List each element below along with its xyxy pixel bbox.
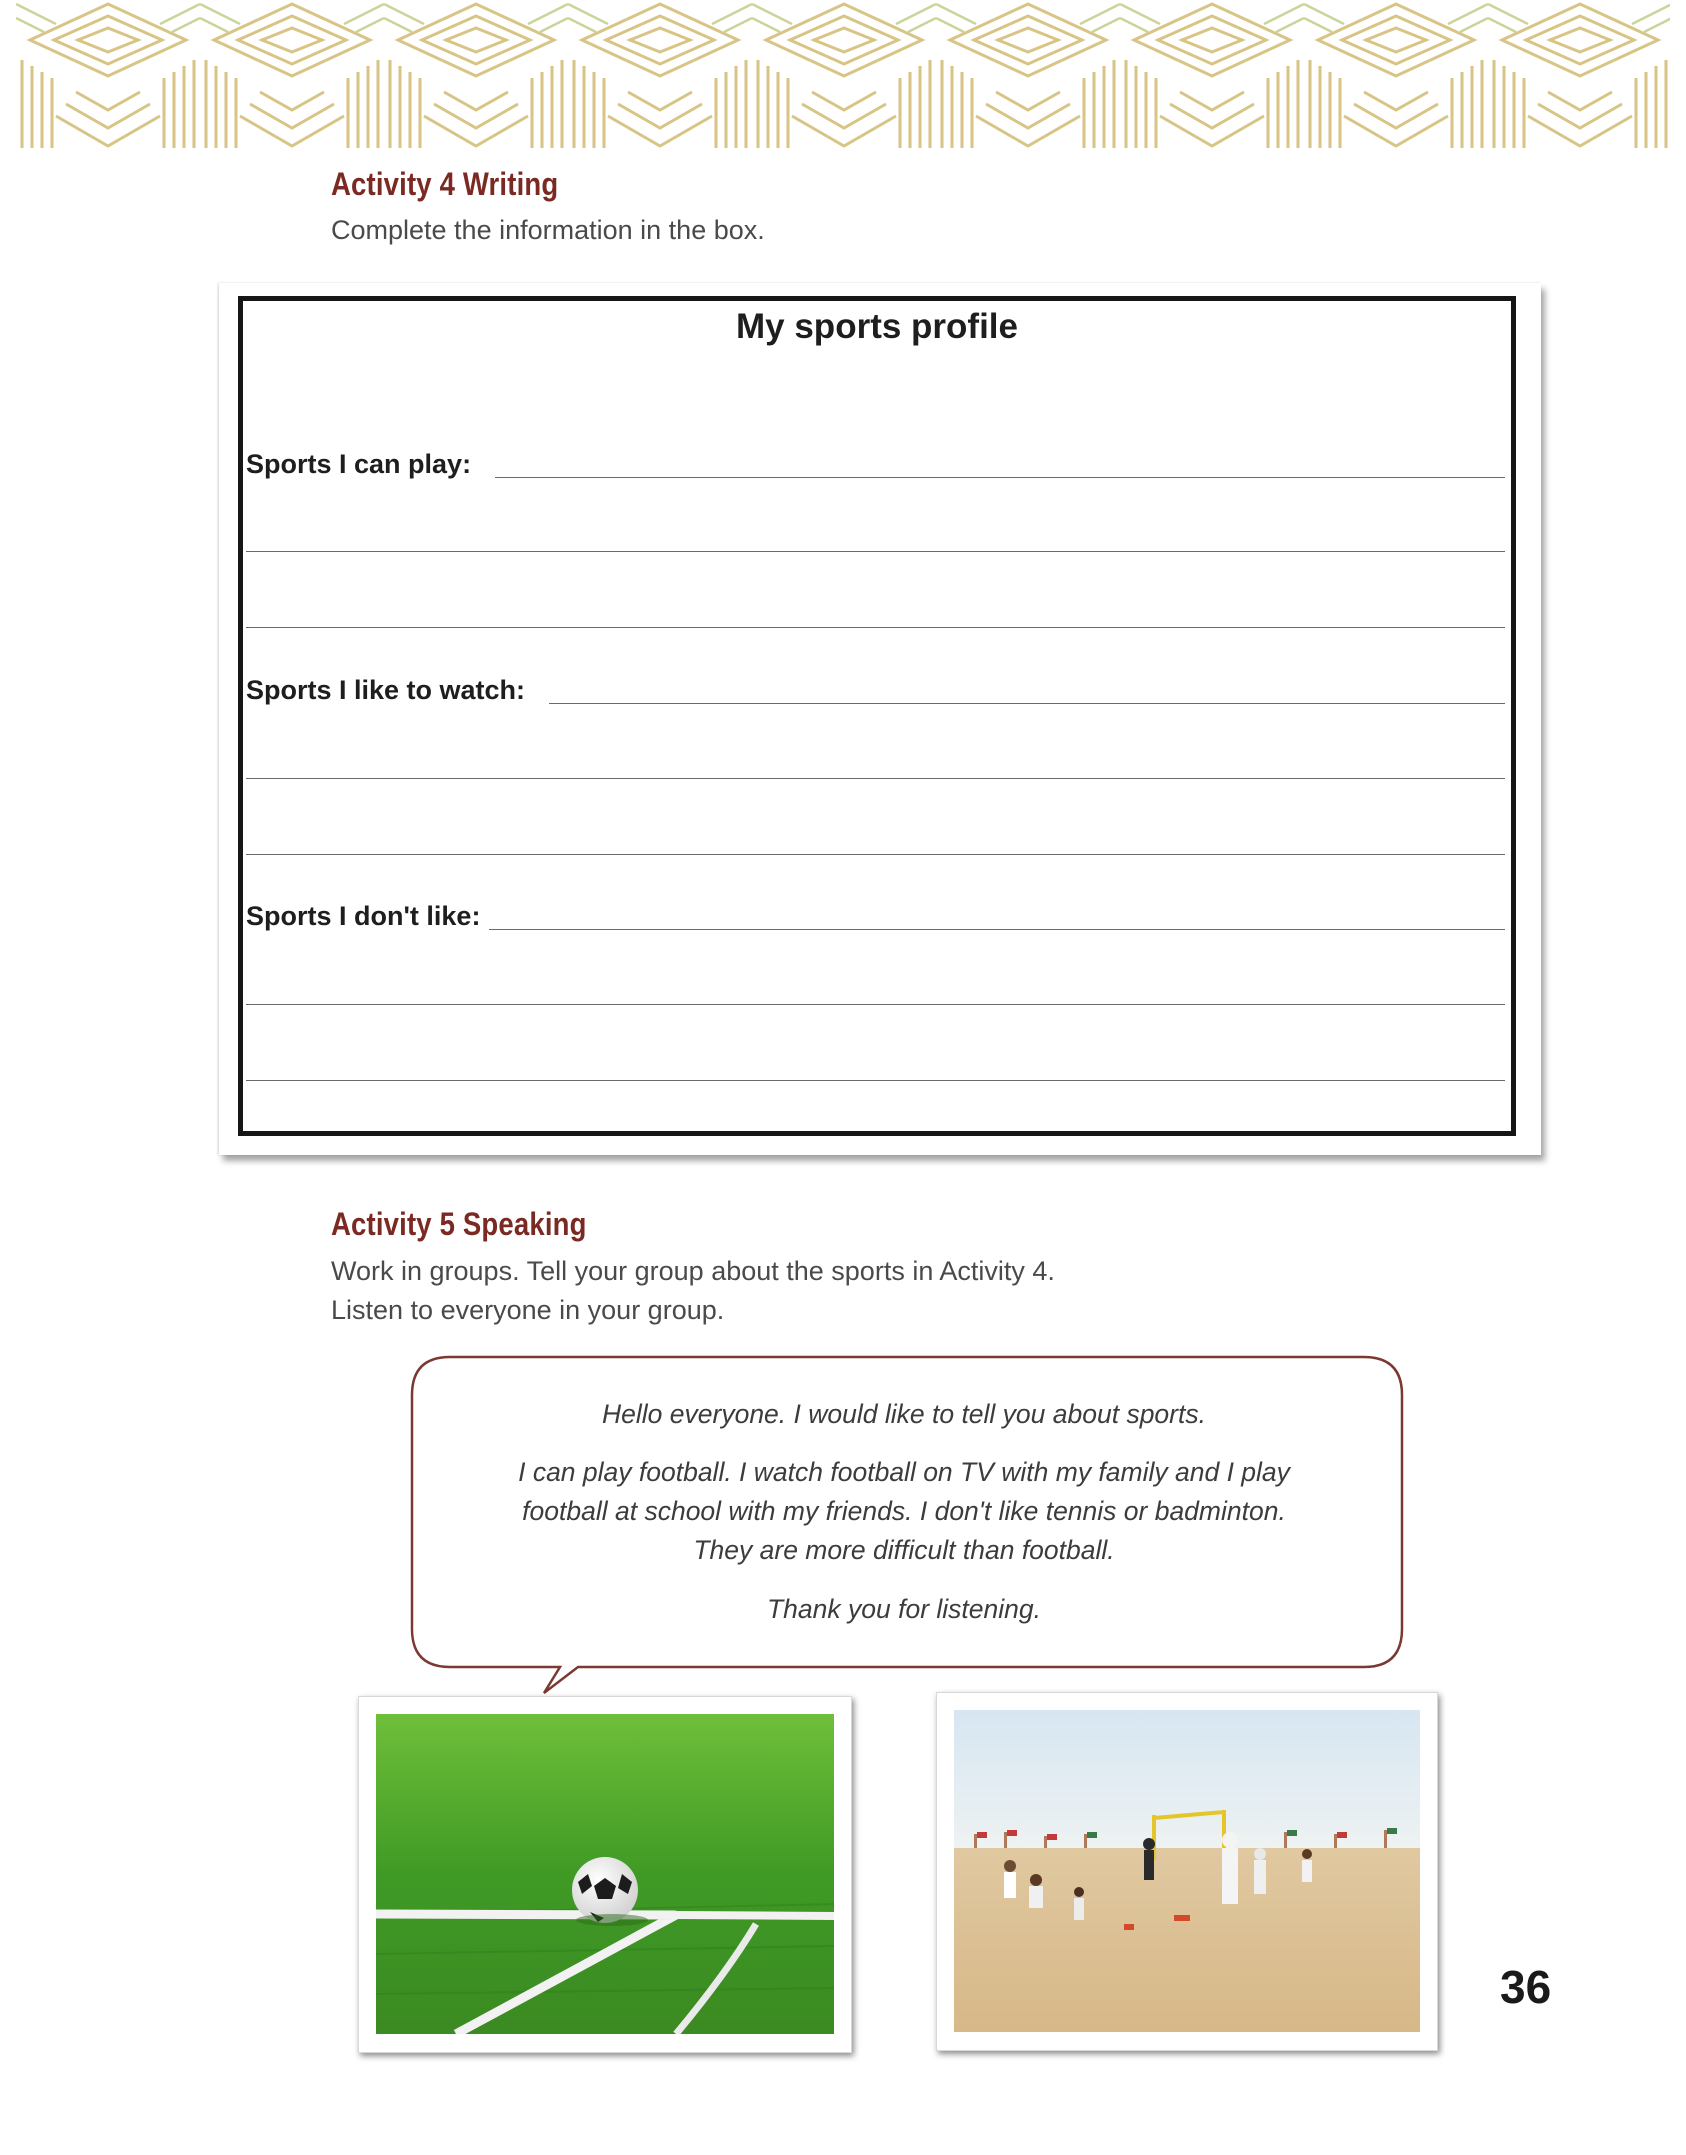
field-label-dont-like: Sports I don't like: bbox=[246, 901, 481, 931]
write-line[interactable] bbox=[246, 1080, 1505, 1081]
profile-title: My sports profile bbox=[736, 307, 1018, 346]
page-number: 36 bbox=[1500, 1961, 1552, 2013]
write-line[interactable] bbox=[246, 854, 1505, 855]
sand-field-game-image bbox=[954, 1710, 1420, 2032]
activity-5-heading: Activity 5 Speaking bbox=[331, 1206, 587, 1242]
write-line[interactable] bbox=[495, 477, 1505, 478]
decorative-header-banner bbox=[16, 0, 1670, 148]
speech-greeting: Hello everyone. I would like to tell you about sports. bbox=[602, 1399, 1206, 1429]
activity-4-instruction: Complete the information in the box. bbox=[331, 215, 765, 245]
write-line[interactable] bbox=[246, 778, 1505, 779]
field-label-can-play: Sports I can play: bbox=[246, 449, 472, 479]
write-line[interactable] bbox=[246, 627, 1505, 628]
write-line[interactable] bbox=[549, 703, 1505, 704]
write-line[interactable] bbox=[246, 1004, 1505, 1005]
speech-body-line-1: I can play football. I watch football on TV with my family and I play bbox=[518, 1457, 1290, 1487]
write-line[interactable] bbox=[489, 929, 1505, 930]
photo-sand-game bbox=[954, 1710, 1420, 2032]
photo-sand-game-frame bbox=[936, 1692, 1438, 2051]
field-label-like-to-watch: Sports I like to watch: bbox=[246, 675, 526, 705]
photo-football-frame bbox=[358, 1696, 852, 2053]
activity-5-instruction-line-2: Listen to everyone in your group. bbox=[331, 1295, 725, 1325]
speech-closing: Thank you for listening. bbox=[767, 1594, 1041, 1624]
speech-body-line-2: football at school with my friends. I don't like tennis or badminton. bbox=[522, 1496, 1286, 1526]
speech-body-line-3: They are more difficult than football. bbox=[693, 1535, 1115, 1565]
activity-4-heading: Activity 4 Writing bbox=[331, 166, 559, 202]
write-line[interactable] bbox=[246, 551, 1505, 552]
photo-football bbox=[376, 1714, 834, 2034]
activity-5-instruction-line-1: Work in groups. Tell your group about the sports in Activity 4. bbox=[331, 1256, 1055, 1286]
sports-profile-box bbox=[238, 296, 1516, 1136]
football-pitch-image bbox=[376, 1714, 834, 2034]
